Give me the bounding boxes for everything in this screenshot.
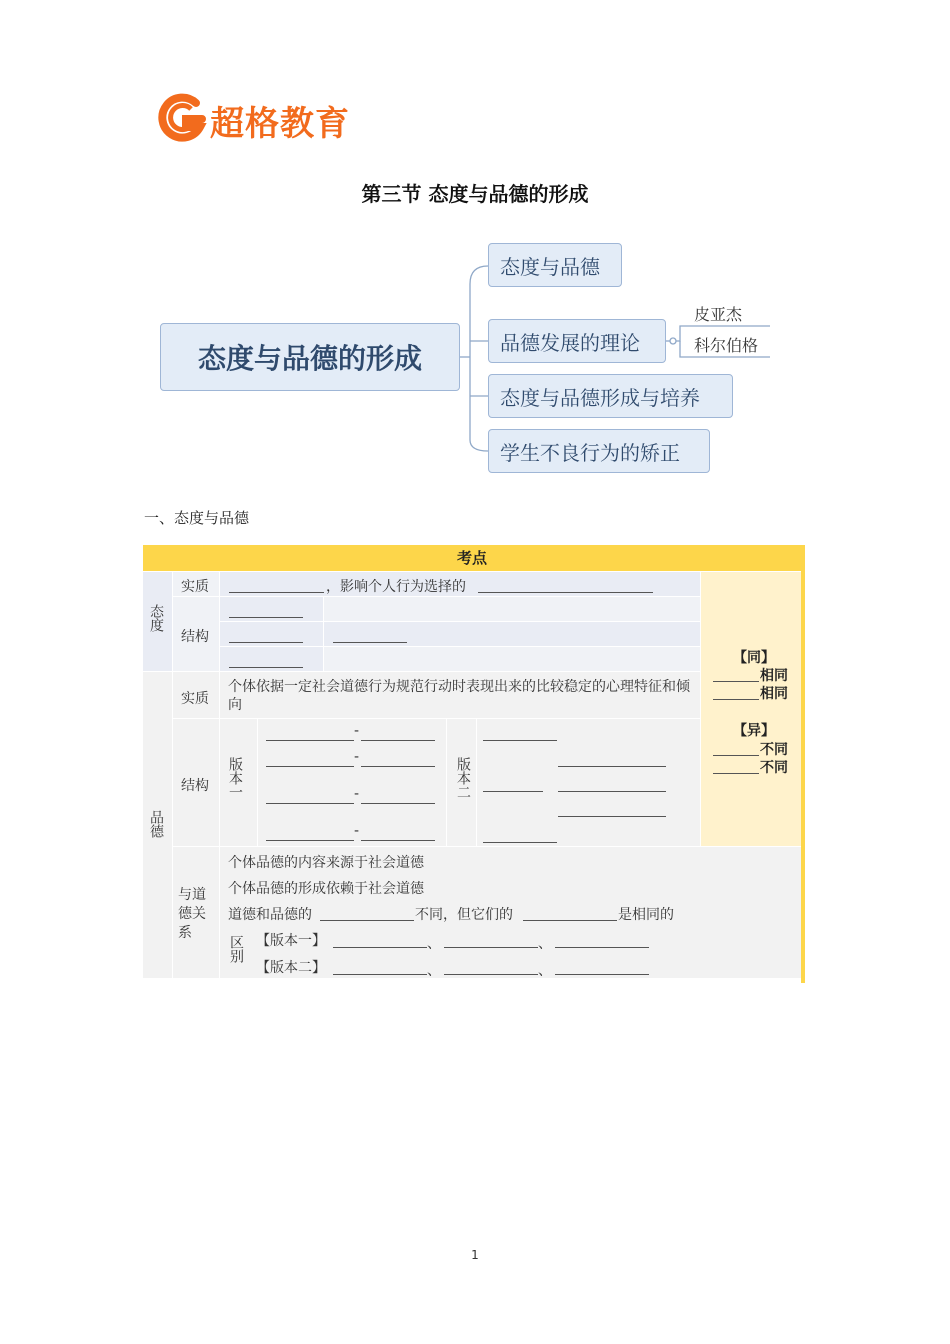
attitude-label: 态度 — [148, 604, 164, 632]
relation-label: 与道德关系 — [178, 887, 206, 941]
diff-sep: 、 — [427, 936, 441, 952]
diff-v1-label: 【版本一】 — [256, 933, 326, 949]
compare-diff-1: 不同 — [760, 742, 788, 758]
version1-cells — [258, 719, 446, 846]
version2-cells — [477, 719, 700, 846]
morality-essence-label: 实质 — [181, 691, 209, 707]
version2-blank — [558, 766, 666, 767]
mindmap-root: 态度与品德的形成 — [160, 323, 460, 391]
table-edge — [801, 545, 805, 983]
compare-same-1: 相同 — [760, 668, 788, 684]
mindmap-branch-formation: 态度与品德形成与培养 — [488, 374, 733, 418]
attitude-structure-blank — [333, 642, 407, 643]
version2-blank — [558, 816, 666, 817]
compare-cell — [701, 572, 801, 846]
version1-blank — [361, 803, 435, 804]
version1-label: 版本一 — [227, 757, 243, 799]
morality-label: 品德 — [148, 810, 164, 838]
attitude-structure-blank — [229, 642, 303, 643]
version1-dash: - — [354, 823, 360, 839]
compare-diff-blank-2 — [713, 773, 759, 774]
mindmap-connectors — [0, 0, 950, 500]
attitude-structure-label: 结构 — [181, 629, 209, 645]
version1-blank — [361, 740, 435, 741]
relation-line-1: 个体品德的内容来源于社会道德 — [228, 855, 424, 871]
table-header: 考点 — [143, 545, 801, 571]
diff-blank — [555, 974, 649, 975]
mindmap-branch-correction: 学生不良行为的矫正 — [488, 429, 710, 473]
diff-blank — [444, 974, 538, 975]
compare-same-title: 【同】 — [733, 650, 775, 666]
attitude-structure-blank — [229, 617, 303, 618]
attitude-essence-blank-1 — [229, 592, 324, 593]
compare-same-blank-2 — [713, 699, 759, 700]
version1-dash: - — [354, 723, 360, 739]
version1-dash: - — [354, 786, 360, 802]
morality-essence-text: 个体依据一定社会道德行为规范行动时表现出来的比较稳定的心理特征和倾向 — [228, 679, 690, 713]
diff-label: 区别 — [228, 935, 244, 963]
relation-line-3b: 不同，但它们的 — [415, 907, 513, 923]
compare-diff-title: 【异】 — [733, 723, 775, 739]
version1-dash: - — [354, 749, 360, 765]
version1-blank — [361, 840, 435, 841]
attitude-essence-blank-2 — [478, 592, 653, 593]
relation-blank — [523, 920, 617, 921]
diff-blank — [333, 974, 427, 975]
mindmap-branch-attitude-morality: 态度与品德 — [488, 243, 622, 287]
diff-sep: 、 — [427, 963, 441, 979]
diff-sep: 、 — [538, 963, 552, 979]
mindmap-leaf-piaget: 皮亚杰 — [694, 305, 743, 324]
compare-diff-blank-1 — [713, 755, 759, 756]
relation-line-2: 个体品德的形成依赖于社会道德 — [228, 881, 424, 897]
relation-line-3a: 道德和品德的 — [228, 907, 312, 923]
mindmap-leaf-kohlberg: 科尔伯格 — [694, 336, 759, 355]
logo-text: 超格教育 — [210, 104, 350, 144]
attitude-structure-cell — [324, 597, 700, 621]
version1-blank — [266, 803, 354, 804]
relation-line-3c: 是相同的 — [618, 907, 674, 923]
version2-blank — [483, 740, 557, 741]
diff-blank — [333, 947, 427, 948]
version2-blank — [483, 791, 543, 792]
section-heading: 一、态度与品德 — [144, 509, 250, 527]
mindmap-branch-theory: 品德发展的理论 — [488, 319, 666, 363]
version2-blank — [483, 842, 557, 843]
diff-blank — [555, 947, 649, 948]
version1-blank — [266, 740, 354, 741]
diff-sep: 、 — [538, 936, 552, 952]
morality-structure-label: 结构 — [181, 778, 209, 794]
diff-v2-label: 【版本二】 — [256, 960, 326, 976]
attitude-essence-text: ，影响个人行为选择的 — [326, 579, 466, 595]
attitude-essence-label: 实质 — [181, 579, 209, 595]
version2-blank — [558, 791, 666, 792]
version1-blank — [266, 840, 354, 841]
version1-blank — [361, 766, 435, 767]
attitude-structure-cell — [324, 647, 700, 671]
relation-blank — [320, 920, 414, 921]
version1-blank — [266, 766, 354, 767]
compare-same-blank-1 — [713, 681, 759, 682]
compare-diff-2: 不同 — [760, 760, 788, 776]
attitude-structure-blank — [229, 667, 303, 668]
diff-blank — [444, 947, 538, 948]
version2-label: 版本二 — [455, 757, 471, 799]
page-title: 第三节 态度与品德的形成 — [361, 182, 589, 206]
page-number: 1 — [471, 1248, 479, 1262]
compare-same-2: 相同 — [760, 686, 788, 702]
